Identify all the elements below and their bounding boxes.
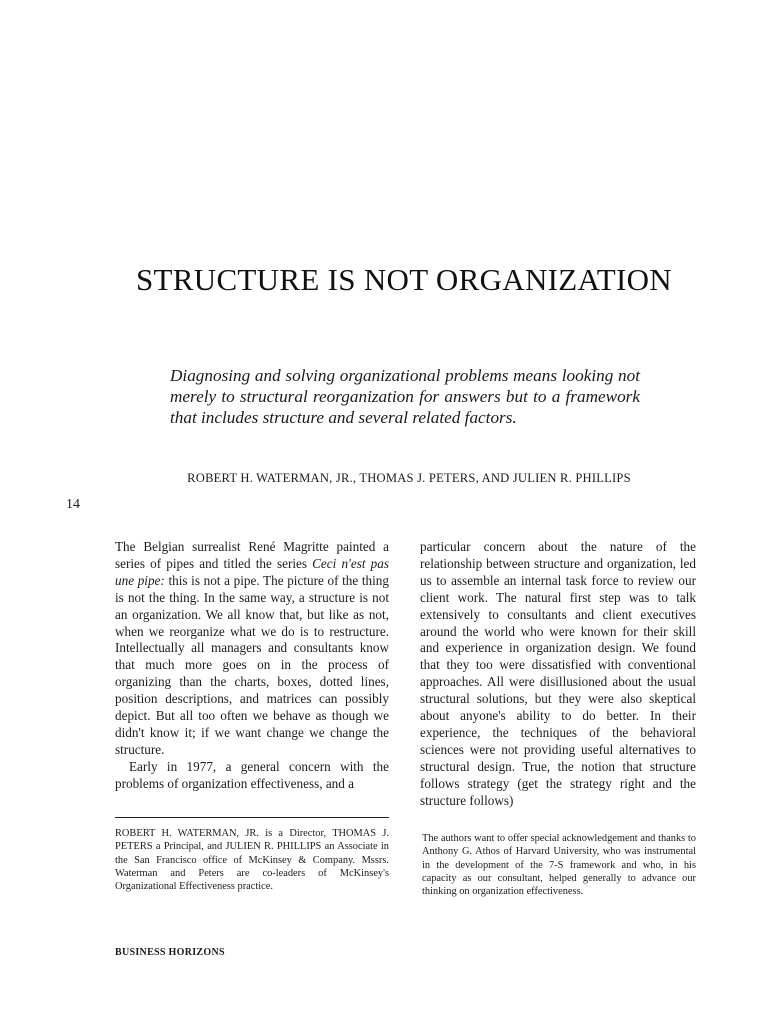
body-paragraph: particular concern about the nature of the relationship between structure and organization, led us to assemble an internal task force to review our client work. The natural first step was to talk extensively to consultants and client executives around the world who were known for their skill and experience in organization design. We found that they too were dissatisfied with conventional approaches. All were disillusioned about the usual structural solutions, but they were also skeptical about anyone's ability to do better. In their experience, the techniques of the behavioral sciences were not providing useful alternatives to structural design. True, the notion that structure follows strategy (get the strategy right and the structure follows) xyxy=(420,539,696,808)
body-text: The Belgian surrealist René Magritte painted a series of pipes and titled the series xyxy=(115,539,389,571)
body-text: this is not a pipe. The picture of the thing is not the thing. In the same way, a structure is not an organization. We all know that, but like as not, when we reorganize what we do is to restructure. Intellectually all managers and consultants know that much more goes on in the process of organizing than the charts, boxes, dotted lines, position descriptions, and matrices can possibly depict. But all too often we behave as though we didn't know it; if we want change we change the structure. xyxy=(115,572,389,757)
journal-name: BUSINESS HORIZONS xyxy=(115,947,225,958)
article-title: STRUCTURE IS NOT ORGANIZATION xyxy=(136,262,672,297)
body-paragraph: Early in 1977, a general concern with the problems of organization effectiveness, and a xyxy=(115,758,389,791)
body-paragraph xyxy=(115,539,389,759)
acknowledgement-footnote: The authors want to offer special acknowledgement and thanks to Anthony G. Athos of Harvard University, who was instrumental in the development of the 7-S framework and who, in his capacity as our consultant, helped generally to advance our thinking on organization effectiveness. xyxy=(422,833,696,898)
author-line: ROBERT H. WATERMAN, JR., THOMAS J. PETERS, AND JULIEN R. PHILLIPS xyxy=(187,471,631,485)
body-column-right xyxy=(420,539,696,810)
page-number: 14 xyxy=(66,497,80,512)
abstract: Diagnosing and solving organizational problems means looking not merely to structural reorganization for answers but to a framework that includes structure and several related factors. xyxy=(170,366,640,427)
author-footnote: ROBERT H. WATERMAN, JR. is a Director, THOMAS J. PETERS a Principal, and JULIEN R. PHILLIPS an Associate in the San Francisco office of McKinsey & Company. Mssrs. Waterman and Peters are co-leaders of McKinsey's Organizational Effectiveness practice. xyxy=(115,828,389,893)
body-text-italic: Ceci n'est pas une pipe: xyxy=(115,555,389,588)
footnote-divider xyxy=(115,817,389,818)
body-column-left xyxy=(115,539,389,793)
